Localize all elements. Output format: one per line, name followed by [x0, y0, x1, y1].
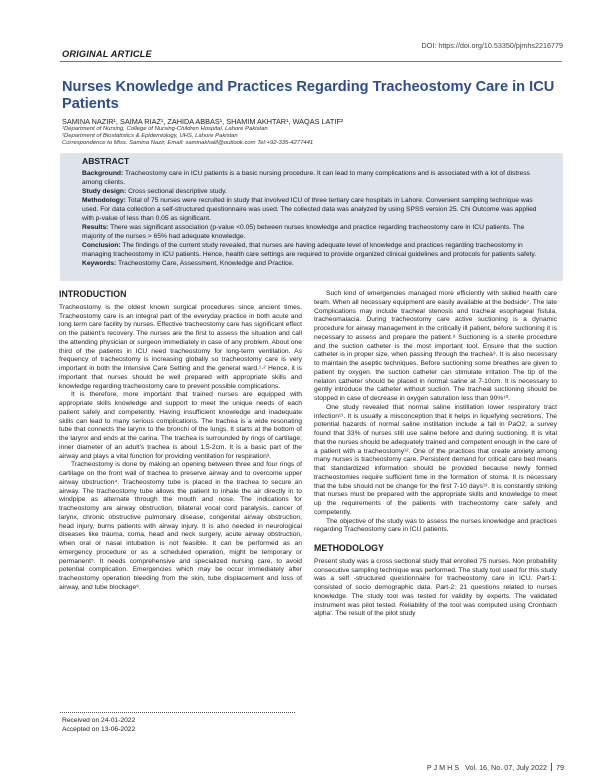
- abstract-methodology: Methodology: Total of 75 nurses were recruited in study that involved ICU of three tertiary care hospitals in Lahore. Convenient sampling technique was used. For data collection a self-structured questionnaire was used. The collected data was analyzed by using SPSS version 25. Chi Outcome was applied with p-value of less than 0.05 as significant.: [82, 197, 537, 222]
- dates-divider: [60, 712, 295, 713]
- right-column: [314, 290, 557, 619]
- intro-paragraph-4: Such kind of emergencies managed more efficiently with skilled health care team. When all necessary equipment are easily available at the bedside⁷. The late Complications may include tracheal stenosis and tracheal esophageal fistula, tracheomalacia. During tracheostomy care active suctioning is a dynamic procedure for airway management in the critically ill patient, before suctioning it is necessary to assess and prepare the patient.⁸ Suctioning is a sterile procedure and the suction catheter is the most important tool. Ensure that the suction catheter is in proper size, when passing through the trachea⁹. It is also necessary to maintain the aseptic techniques. Before suctioning some breathes are given to patient by oxygen. the suction catheter can stimulate irritation The tip of the nelaton catheter should be placed in normal saline at 7-10cm. It is necessary to gently introduce the catheter without suction. The tracheal suctioning should be stopped in case of decrease in oxygen saturation less than 90%¹⁰.: [314, 290, 557, 402]
- intro-paragraph-1: Tracheostomy is the oldest known surgical procedures since ancient times. Tracheostomy care is an integral part of the everyday practice in both acute and long term care facility by nurses. Effective tracheostomy care has significant effect on the patient's recovery. The nurses are the first to assess the situation and call the attending physician or surgeon immediately in case of any problem. About one third of the patients in ICU need tracheostomy for long-term ventilation. As frequency of tracheostomy is increasing globally so tracheostomy care is very important in both the Intensive Care Setting and the general ward.¹·² Hence, it is important that nurses should be well prepared with appropriate skills and knowledge regarding tracheostomy care to prevent possible complications.: [59, 303, 302, 390]
- introduction-heading: INTRODUCTION: [59, 289, 127, 299]
- journal-abbrev: P J M H S: [426, 763, 460, 772]
- affiliation-2: ²Department of Biostatistics & Epidemiology, UHS, Lahore Pakistan: [62, 133, 238, 139]
- methodology-heading: METHODOLOGY: [314, 543, 384, 553]
- abstract-study-design: Study design: Cross sectional descriptive study.: [82, 188, 227, 196]
- accepted-date: Accepted on 13-06-2022: [62, 726, 136, 733]
- article-type-label: ORIGINAL ARTICLE: [62, 49, 152, 59]
- affiliation-1: ¹Department of Nursing, College of Nursing-Children Hospital, Lahore Pakistan: [62, 126, 268, 132]
- methodology-paragraph: Present study was a cross sectional study that enrolled 75 nurses. Non probability consecutive sampling technique was performed. The study tool used for this study was a self -structured questionnaire for tracheostomy care in ICU. Part-1: consisted of socio demographic data. Part-2: 21 questions related to nurses knowledge. The study tool was tested for validity by experts. The validated instrument was pilot tested. Reliability of the tool was computed using Cronbach alpha'. The result of the pilot study: [314, 557, 557, 618]
- page-footer: [427, 763, 564, 772]
- received-date: Received on 24-01-2022: [62, 717, 136, 724]
- author-list: SAMINA NAZIR¹, SAIMA RIAZ¹, ZAHIDA ABBAS¹, SHAMIM AKHTAR¹, WAQAS LATIF²: [62, 117, 344, 126]
- page-number: 79: [556, 763, 564, 772]
- intro-paragraph-2: It is therefore, more important that trained nurses are equipped with appropriate skills knowledge and support to meet the unique needs of each patient safely and competently. Having insufficient knowledge and inadequate skills can lead to many serious complications. The trachea is a wide resonating tube that connects the larynx to the bronchi of the lungs. It starts at the bottom of the larynx and ends at the carina. The trachea is surrounded by rings of cartilage; inner diameter of an adult's trachea is about 1.5-2cm. It is a basic part of the airway and plays a vital function for providing ventilation for respiration³.: [59, 391, 302, 460]
- intro-paragraph-5: One study revealed that normal saline instillation lower respiratory tract infection¹¹. It is usually a misconception that it helps in liquefying secretions. The potential hazards of normal saline instillation include a fall in PaO2; a survey found that 33% of nurses still use saline before and during suctioning. It is vital that the nurses should be adequately trained and competent enough in the care of a patient with a tracheostomy¹². One of the practices that create anxiety among many nurses is tracheostomy care. Persistent demand for critical care bed means that standardized information should be provided because newly formed tracheostomies require sufficient time in the formation of stoma. It is necessary that the tube should not be change for the first 7-10 days¹³. It is constantly striking that nurses must be prepared with the appropriate skills and knowledge to meet up the requirements of the patients with tracheostomy care safely and competently.: [314, 403, 557, 516]
- header-divider: [60, 61, 562, 62]
- abstract-box: [60, 153, 563, 281]
- intro-paragraph-3: Tracheostomy is done by making an opening between three and four rings of cartilage on the front wall of trachea to preserve airway and to overcome upper airway obstruction⁴. Tracheostomy tube is placed in the trachea to secure an airway. The tracheostomy tube allows the patient to inhale the air directly in to windpipe as alternate through the mouth and nose. The indications for tracheostomy are airway obstruction, bilateral vocal cord paralysis, cancer of larynx, chronic obstructive pulmonary disease, congenital airway obstruction, head injury, burns patients with airway injury. It is also needed in neurological diseases like trauma, coma, head and neck surgery, acute airway obstruction, when oral or nasal intubation is not feasible. It can be performed as an emergency procedure or as a scheduled operation, might be temporary or permanent⁵. It needs comprehensive and specialized nursing care, to avoid potential complication. Emergencies which may be occur immediately after tracheostomy operation bleeding from the skin, tube displacement and loss of airway, and tube blockage⁶.: [59, 461, 302, 591]
- doi-link[interactable]: DOI: https://doi.org/10.53350/pjmhs2216779: [421, 41, 563, 50]
- manuscript-dates: [62, 716, 135, 734]
- journal-issue: Vol. 16, No. 07, July 2022: [465, 763, 547, 772]
- abstract-keywords: Keywords: Tracheostomy Care, Assessment, Knowledge and Practice.: [82, 260, 294, 268]
- article-title: Nurses Knowledge and Practices Regarding Tracheostomy Care in ICU Patients: [62, 79, 555, 112]
- footer-separator: [551, 763, 552, 771]
- abstract-conclusion: Conclusion: The findings of the current study revealed, that nurses are having adequate level of knowledge and practices regarding tracheostomy in managing tracheostomy in ICU patients. Hence, health care settings are required to provide organized clinical guidelines and protocols for patients safety.: [82, 242, 537, 259]
- correspondence-line: Correspondence to Miss. Samina Nazir, Email: saminakhalil@outlook.com Tel:+92-335-4277441: [62, 140, 314, 146]
- objective-paragraph: The objective of the study was to assess the nurses knowledge and practices regarding Tracheostomy care in ICU patients.: [314, 517, 557, 534]
- abstract-heading: ABSTRACT: [82, 156, 130, 166]
- abstract-results: Results: There was significant association (p-value <0.05) between nurses knowledge and practice regarding tracheostomy care in ICU patients. The majority of the nurses > 65% had adequate knowledge.: [82, 224, 525, 241]
- abstract-background: Background: Tracheostomy care in ICU patients is a basic nursing procedure. It can lead to many complications and is associated with a lot of distress among clients.: [82, 170, 530, 186]
- left-column: [59, 290, 302, 593]
